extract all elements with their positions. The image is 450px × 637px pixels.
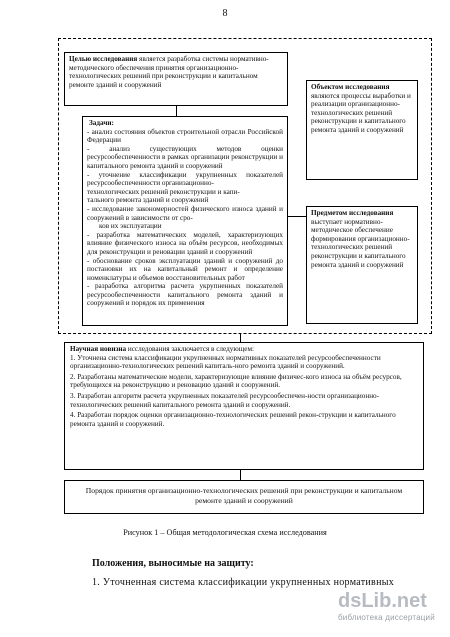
object-text: являются процессы выработки и реализации организационно-технологических решений реконструкции и капитального ремонта зданий и сооружений [311,91,411,134]
connector-novelty-procedure [240,470,241,480]
task-item: - исследование закономерностей физического износа зданий и сооружений в зависимости от сро- [87,204,283,222]
positions-first-item: 1. Уточненная система классификации укрупненных нормативных [92,577,395,588]
novelty-item: 2. Разработаны математические модели, характеризующие влияние физичес-кого износа на объём ресурсов, требующихся на реконструкцию и реновацию зданий и сооружений. [70,372,402,390]
page-number: 8 [222,8,228,19]
connector-goal-tasks [176,106,177,116]
connector-tasks-right [288,216,306,217]
novelty-label: Научная новизна [70,345,127,353]
object-box [306,80,418,180]
procedure-text: Порядок принятия организационно-технологических решений при реконструкции и капитальном ремонте зданий и сооружений [85,486,403,505]
connector-frame-novelty [240,334,241,342]
subject-box [306,206,418,324]
procedure-box [64,480,424,514]
task-item: - обоснование сроков эксплуатации зданий и сооружений до постановки их на капитальный ремонт и определение номенклатуры и объемов восстановительных работ [87,256,283,282]
novelty-item: 3. Разработан алгоритм расчета укрупненных показателей ресурсообеспечен-ности организационно-технологических решений капитального ремонта зданий и сооружений. [70,391,380,409]
goal-text: является разработка системы нормативно-методического обеспечения принятия организационно-технологических решений при реконструкции и капитальном ремонте зданий и сооружений [69,55,269,89]
task-item: тального ремонта зданий и сооружений [87,196,209,205]
task-item: технологических решений реконструкции и капи- [87,187,240,196]
task-item: - уточнение классификации укрупненных показателей ресурсообеспеченности организационно- [87,170,283,188]
novelty-item: 4. Разработан порядок оценки организационно-технологических решений рекон-струкции и капитального ремонта зданий и сооружений. [70,411,396,428]
watermark-logo: dsLib.net [338,590,427,612]
task-item: ков их эксплуатации [99,222,162,231]
goal-label: Целью исследования [69,55,138,63]
figure-caption: Рисунок 1 – Общая методологическая схема исследования [123,528,327,537]
novelty-item: 1. Уточнена система классификации укрупненных нормативных показателей ресурсообеспеченности организационно-технологических решений капиталь-ного ремонта зданий и сооружений. [70,353,381,371]
task-item: - анализ состояния объектов строительной отрасли Российской Федерации [87,127,283,145]
tasks-label: Задачи: [89,119,114,127]
novelty-intro: исследования заключается в следующем: [126,345,255,353]
subject-label: Предметом исследования [311,209,394,217]
watermark [338,590,435,622]
task-item: - анализ существующих методов оценки ресурсообеспеченности в рамках организации реконструкции и капитального ремонта зданий и сооружений [87,144,283,170]
task-item: - разработка математических моделей, характеризующих влияние физического износа на объём ресурсов, необходимых для реконструкции и реновации зданий и сооружений [87,230,283,256]
task-item: - разработка алгоритма расчета укрупненных показателей ресурсообеспеченности капитального ремонта зданий и сооружений и порядок их применения [87,282,283,308]
goal-box [64,52,288,106]
watermark-subtitle: библиотека диссертаций [338,613,435,622]
subject-text: выступает нормативно-методическое обеспечение формирования организационно-технологических решений реконструкции и капитального ремонта зданий и сооружений [311,217,410,269]
positions-heading: Положения, выносимые на защиту: [92,558,254,569]
novelty-box [64,342,424,470]
object-label: Объектом исследования [311,83,390,91]
tasks-box [82,116,288,326]
